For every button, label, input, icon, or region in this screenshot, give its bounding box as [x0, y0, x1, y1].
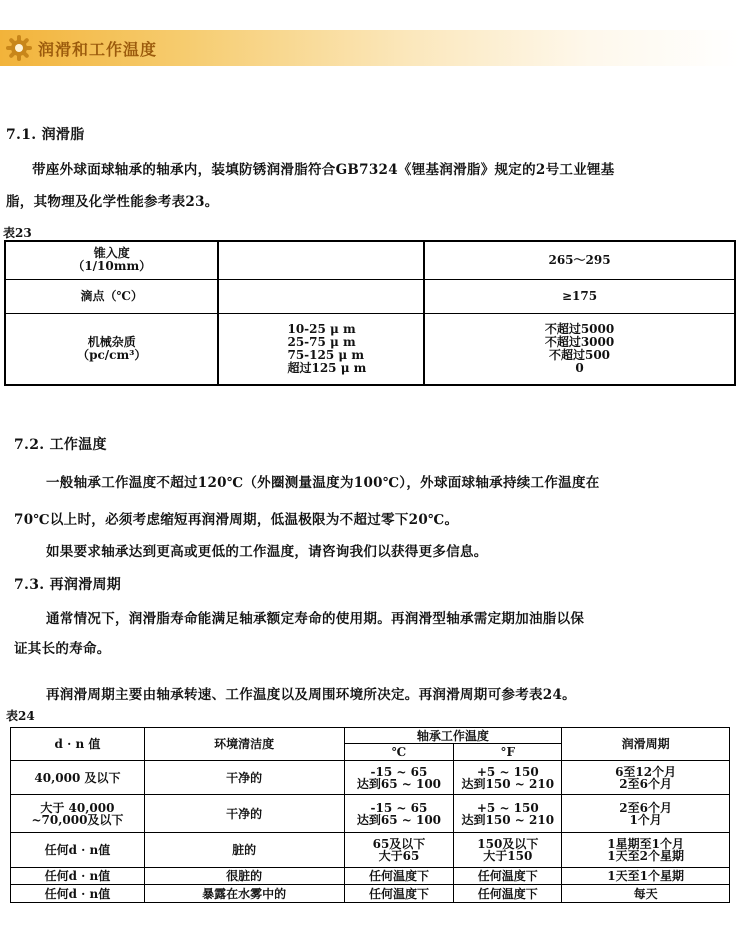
section-7-2-para-1: 一般轴承工作温度不超过120℃（外圈测量温度为100℃），外球面球轴承持续工作温度在 [46, 475, 600, 491]
table-cell: 机械杂质 （pc/cm³） [5, 313, 218, 385]
table-row [11, 885, 730, 903]
table-row [5, 241, 735, 279]
header-celsius: ℃ [344, 744, 454, 761]
section-7-3-heading: 7.3. 再润滑周期 [14, 577, 122, 593]
table-23-caption: 表23 [3, 226, 32, 240]
table-row [5, 313, 735, 385]
section-header [0, 30, 740, 66]
table-cell: 滴点（℃） [5, 279, 218, 313]
table-cell: -15 ~ 65 达到65 ~ 100 [344, 761, 454, 795]
section-7-2-heading: 7.2. 工作温度 [14, 437, 107, 453]
table-cell: 65及以下 大于65 [344, 833, 454, 868]
table-cell: 任何温度下 [344, 868, 454, 885]
header-title: 润滑和工作温度 [38, 40, 158, 59]
table-cell: 1星期至1个月 1天至2个星期 [562, 833, 730, 868]
table-cell: 2至6个月 1个月 [562, 795, 730, 833]
table-cell: 任何d · n值 [11, 833, 145, 868]
table-23 [4, 240, 736, 386]
header-temp: 轴承工作温度 [344, 728, 562, 744]
table-24 [10, 727, 730, 903]
table-cell: 任何d · n值 [11, 885, 145, 903]
gear-flower-icon [4, 33, 34, 63]
table-cell: 干净的 [144, 761, 344, 795]
section-7-3-para-3: 再润滑周期主要由轴承转速、工作温度以及周围环境所决定。再润滑周期可参考表24。 [46, 687, 576, 703]
header-fahrenheit: °F [454, 744, 562, 761]
table-cell: +5 ~ 150 达到150 ~ 210 [454, 795, 562, 833]
section-7-3-para-1: 通常情况下，润滑脂寿命能满足轴承额定寿命的使用期。再润滑型轴承需定期加油脂以保 [46, 611, 585, 627]
table-cell: 暴露在水雾中的 [144, 885, 344, 903]
section-7-1-para-2: 脂，其物理及化学性能参考表23。 [6, 194, 219, 210]
table-cell: 265～295 [424, 241, 735, 279]
table-cell: 很脏的 [144, 868, 344, 885]
table-24-caption: 表24 [6, 709, 35, 723]
table-row [11, 833, 730, 868]
section-7-2-para-3: 如果要求轴承达到更高或更低的工作温度，请咨询我们以获得更多信息。 [46, 544, 488, 560]
table-cell [218, 241, 424, 279]
table-cell: 任何温度下 [454, 885, 562, 903]
table-cell: 干净的 [144, 795, 344, 833]
table-cell: +5 ~ 150 达到150 ~ 210 [454, 761, 562, 795]
table-cell: 不超过5000 不超过3000 不超过500 0 [424, 313, 735, 385]
header-period: 润滑周期 [562, 728, 730, 761]
table-cell: 锥入度 （1/10mm） [5, 241, 218, 279]
table-cell: 脏的 [144, 833, 344, 868]
table-cell: 大于 40,000 ~70,000及以下 [11, 795, 145, 833]
section-7-3-para-2: 证其长的寿命。 [14, 641, 111, 657]
table-cell: 40,000 及以下 [11, 761, 145, 795]
table-cell: 150及以下 大于150 [454, 833, 562, 868]
table-cell: 10-25 μ m 25-75 μ m 75-125 μ m 超过125 μ m [218, 313, 424, 385]
table-header-row [11, 728, 730, 744]
table-cell: 任何温度下 [454, 868, 562, 885]
table-row [11, 795, 730, 833]
section-7-1-para-1: 带座外球面球轴承的轴承内，装填防锈润滑脂符合GB7324《锂基润滑脂》规定的2号工业锂基 [32, 162, 615, 178]
section-7-2-para-2: 70℃以上时，必须考虑缩短再润滑周期，低温极限为不超过零下20℃。 [14, 512, 459, 528]
table-cell: ≥175 [424, 279, 735, 313]
table-row [11, 761, 730, 795]
table-cell: 每天 [562, 885, 730, 903]
table-row [5, 279, 735, 313]
table-row [11, 868, 730, 885]
header-env: 环境清洁度 [144, 728, 344, 761]
section-7-1-heading: 7.1. 润滑脂 [6, 127, 85, 143]
table-cell: 6至12个月 2至6个月 [562, 761, 730, 795]
table-cell: 任何温度下 [344, 885, 454, 903]
header-dn: d · n 值 [11, 728, 145, 761]
table-cell: 1天至1个星期 [562, 868, 730, 885]
table-cell [218, 279, 424, 313]
table-cell: 任何d · n值 [11, 868, 145, 885]
table-cell: -15 ~ 65 达到65 ~ 100 [344, 795, 454, 833]
